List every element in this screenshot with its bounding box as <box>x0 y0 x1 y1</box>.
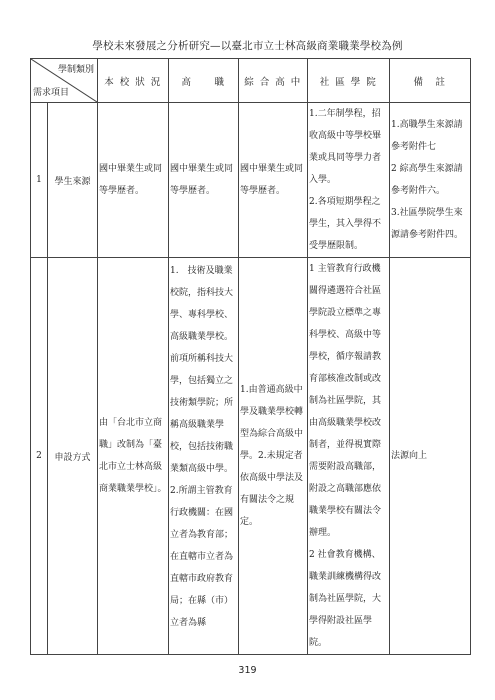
page-number: 319 <box>238 665 257 676</box>
vocational-para-1: 1. 技術及職業校院，指科技大學、專科學校、高級職業學校。前項所稱科技大學，包括獨立之技術類學院；所稱高級職業學校，包括技術職業類高級中學。 <box>170 266 234 474</box>
page-header: 學校未來發展之分析研究—以臺北市立士林高級商業職業學校為例 <box>92 40 403 52</box>
table-row <box>31 258 471 655</box>
row-item: 學生來源 <box>48 103 98 258</box>
table-row <box>31 103 471 258</box>
cell-community <box>308 258 390 655</box>
column-header-notes: 備 註 <box>390 59 471 103</box>
community-para-2: 2 社會教育機構、職業訓練機構得改制為社區學院，大學得附設社區學院。 <box>309 550 382 648</box>
row-number: 2 <box>31 258 48 655</box>
cell-current: 由「台北市立商職」改制為「臺北市立士林高級商業職業學校」。 <box>98 258 169 655</box>
vocational-para-2: 2.所謂主管教育行政機關：在國立者為教育部；在直轄市立者為直轄市政府教育局；在縣（市）立者為縣 <box>170 486 234 628</box>
column-header-community: 社 區 學 院 <box>308 59 390 103</box>
cell-notes <box>390 103 471 258</box>
cell-vocational <box>169 258 239 655</box>
column-header-vocational: 高 職 <box>169 59 239 103</box>
row-number: 1 <box>31 103 48 258</box>
cell-comprehensive: 1.由普通高級中學及職業學校轉型為綜合高級中學。2.未規定者依高級中學法及有關法令之規定。 <box>239 258 308 655</box>
cell-community <box>308 103 390 258</box>
note-1: 1.高職學生來源請參考附件七 <box>391 120 463 152</box>
cell-vocational: 國中畢業生或同等學歷者。 <box>169 103 239 258</box>
note-2: 2 綜高學生來源請參考附件六。 <box>391 164 463 196</box>
column-header-comprehensive: 綜 合 高 中 <box>239 59 308 103</box>
community-para-1: 1.二年制學程，招收高級中等學校畢業或具同等學力者入學。 <box>309 109 382 185</box>
diagonal-header-cell <box>31 59 98 103</box>
comparison-table <box>30 58 471 655</box>
row-item: 申設方式 <box>48 258 98 655</box>
cell-current: 國中畢業生或同等學歷者。 <box>98 103 169 258</box>
diag-top-right-label: 學制類別 <box>57 65 94 75</box>
cell-notes: 法源向上 <box>390 258 471 655</box>
community-para-2: 2.各項短期學程之學生，其入學得不受學歷限制。 <box>309 197 382 251</box>
note-3: 3.社區學院學生來源請參考附件四。 <box>391 208 464 240</box>
column-header-current: 本 校 狀 況 <box>98 59 169 103</box>
cell-comprehensive: 國中畢業生或同等學歷者。 <box>239 103 308 258</box>
table-header-row <box>31 59 471 103</box>
community-para-1: 1 主管教育行政機關得遴選符合社區學院設立標準之專科學校、高級中等學校，循序報請教育部核准改制或改制為社區學院，其由高級職業學校改制者，並得視實際需要附設高職部，附設之高職部應依職業學校有關法令辦理。 <box>309 264 382 538</box>
diag-bottom-left-label: 需求項目 <box>33 88 70 98</box>
